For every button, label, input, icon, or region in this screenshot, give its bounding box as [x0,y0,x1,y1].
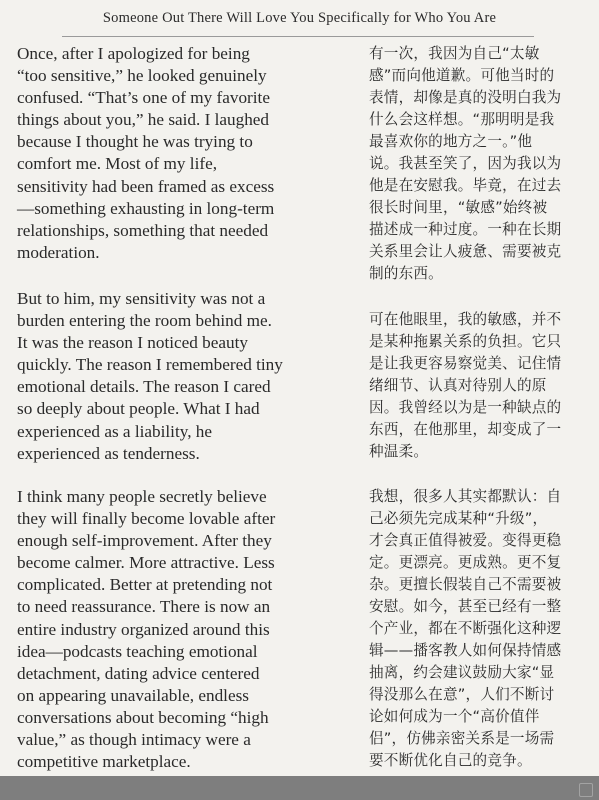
english-paragraph-3: I think many people secretly believe they will finally become lovable after enough self-improvement. After they become calmer. More attractive. Less complicated. Better at pretending not to need reassurance. There is now an entire industry organized around this idea—podcasts teaching emotional detachment, dating advice centered on appearing unavailable, endless conversations about becoming “high value,” as though intimacy were a competitive marketplace. [17,487,276,772]
english-paragraph-2: But to him, my sensitivity was not a burden entering the room behind me. It was the reason I noticed beauty quickly. The reason I remembered tiny emotional details. The reason I cared so deeply about people. What I had experienced as a liability, he experienced as tenderness. [17,289,283,463]
page-title-text: Someone Out There Will Love You Specifically for Who You Are [102,9,497,26]
header-divider [62,36,534,37]
chinese-paragraph-2: 可在他眼里，我的敏感，并不 是某种拖累关系的负担。它只 是让我更容易察觉美、记住情 绪细节、认真对待别人的原 因。我曾经以为是一种缺点的 东西，在他那里，却变成了一 种温柔。 [369,311,562,460]
english-paragraph-1: Once, after I apologized for being “too sensitive,” he looked genuinely confused. “That’s one of my favorite things about you,” he said. I laughed because I thought he was trying to comfort me. Most of my life, sensitivity had been framed as excess —something exhausting in long-term relationships, something that needed moderation. [17,44,275,262]
chinese-paragraph-3: 我想，很多人其实都默认：自 己必须先完成某种“升级”， 才会真正值得被爱。变得更稳 定。更漂亮。更成熟。更不复 杂。更擅长假装自己不需要被 安慰。如今，甚至已经有一整 个产业，都在不断强化这种逻 辑——播客教人如何保持情感 抽离，约会建议鼓励大家“显 得没那么在意”，人们不断讨 论如何成为一个“高价值伴 侣”，仿佛亲密关系是一场需 要不断优化自己的竞争。 [369,488,562,769]
page-title [0,0,599,36]
watermark-icon [579,783,593,797]
chinese-paragraph-1: 有一次，我因为自己“太敏 感”而向他道歉。可他当时的 表情，却像是真的没明白我为 什么会这样想。“那明明是我 最喜欢你的地方之一。”他 说。我甚至笑了，因为我以为 他是在安慰我。毕竟，在过去 很长时间里，“敏感”始终被 描述成一种过度。一种在长期 关系里会让人疲惫、需要被克 制的东西。 [369,45,562,282]
bottom-bar [0,776,599,800]
